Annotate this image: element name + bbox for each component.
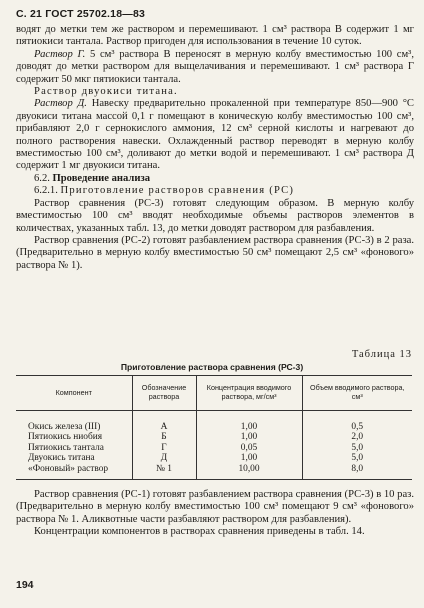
table-cell: Окись железа (III) <box>28 422 101 432</box>
table-row <box>16 464 412 480</box>
table-cell: 8,0 <box>302 464 412 480</box>
body-text <box>16 24 414 272</box>
solution-d-text: Навеску предварительно прокаленной при температуре 850—900 °С двуокиси титана массой 0,1 г помещают в коническую колбу вместимостью 100 см³, прибавляют 2,0 г сернокислого аммония, 12 см³ серной кислоты и нагревают до полного растворения навески. Охлажденный раствор переводят в мерную колбу вместимостью 100 см³, доливают до метки водой и перемешивают. 1 см³ раствора Д содержит 1 мг двуокиси титана. <box>16 98 414 172</box>
paragraph-solution-g <box>16 49 414 86</box>
table-cell: 2,0 <box>302 432 412 442</box>
section-6-2-number: 6.2. <box>34 172 50 184</box>
table-cell: Д <box>132 453 196 463</box>
table-cell: Г <box>132 443 196 453</box>
table-cell: Б <box>132 432 196 442</box>
solution-g-lead: Раствор Г. <box>34 48 86 60</box>
paragraph-1: водят до метки тем же раствором и перемешивают. 1 см³ раствора В содержит 1 мг пятиокиси тантала. Раствор пригоден для использования в течение 10 суток. <box>16 24 414 48</box>
table-header-row <box>16 376 412 411</box>
section-6-2-1-title: Приготовление растворов сравнения (РС) <box>60 185 295 197</box>
table-cell: 5,0 <box>302 443 412 453</box>
table-cell: № 1 <box>132 464 196 480</box>
table-cell: Пятиокись тантала <box>28 442 104 453</box>
table-row <box>16 453 412 463</box>
table-row <box>16 411 412 433</box>
reference-solution-table <box>16 375 412 480</box>
paragraph-solution-d <box>16 98 414 172</box>
section-titanium-heading: Раствор двуокиси титана. <box>34 86 178 98</box>
section-6-2-1-heading <box>16 185 414 197</box>
table-cell: Двуокись титана <box>28 453 95 464</box>
table-label: Таблица 13 <box>351 349 412 360</box>
table-header-cell: Концентрация вводимого раствора, мг/см³ <box>196 376 302 411</box>
paragraph-rs2: Раствор сравнения (РС-2) готовят разбавлением раствора сравнения (РС-3) в 2 раза. (Предварительно в мерную колбу вместимостью 50 см³ помещают 2,5 см³ «фонового» раствора № 1). <box>16 234 414 271</box>
solution-d-lead: Раствор Д. <box>34 98 87 110</box>
table-cell: 1,00 <box>196 432 302 442</box>
table-cell: «Фоновый» раствор <box>16 464 132 480</box>
paragraph-rs1: Раствор сравнения (РС-1) готовят разбавлением раствора сравнения (РС-3) в 10 раз. (Предварительно в мерную колбу вместимостью 100 см³ помещают 9 см³ «фонового» раствора № 1. Аликвотные части разбавляют раствором для разбавления). <box>16 489 414 525</box>
table-cell: 0,5 <box>302 411 412 433</box>
page-number: 194 <box>16 579 34 591</box>
table-cell: 1,00 <box>196 453 302 463</box>
table-cell: 10,00 <box>196 464 302 480</box>
table-header-cell: Обозначение раствора <box>132 376 196 411</box>
table-cell: 5,0 <box>302 453 412 463</box>
table-header-cell: Компонент <box>16 376 132 411</box>
table-title: Приготовление раствора сравнения (РС-3) <box>120 362 304 372</box>
section-6-2-title: Проведение анализа <box>52 172 151 184</box>
section-6-2-1-number: 6.2.1. <box>34 185 58 197</box>
table-cell: А <box>132 411 196 433</box>
table-cell: Пятиокись ниобия <box>28 432 103 443</box>
table-row <box>16 443 412 453</box>
table-cell: 0,05 <box>196 443 302 453</box>
page-header: С. 21 ГОСТ 25702.18—83 <box>16 8 146 20</box>
table-row <box>16 432 412 442</box>
paragraph-concentrations: Концентрации компонентов в растворах сравнения приведены в табл. 14. <box>34 526 365 538</box>
paragraph-rs3: Раствор сравнения (РС-3) готовят следующим образом. В мерную колбу вместимостью 100 см³ вводят необходимые объемы растворов элементов в количествах, указанных табл. 13, до метки доводят раствором для разбавления. <box>16 197 414 234</box>
table-cell: 1,00 <box>196 411 302 433</box>
after-table-text <box>16 489 414 539</box>
section-6-2-heading <box>16 173 414 185</box>
solution-g-text: 5 см³ раствора В переносят в мерную колбу вместимостью 100 см³, доводят до метки раствором для выщелачивания и перемешивают. 1 см³ раствора Г содержит 50 мкг пятиокиси тантала. <box>16 48 414 85</box>
table-header-cell: Объем вводимого раствора, см³ <box>302 376 412 411</box>
